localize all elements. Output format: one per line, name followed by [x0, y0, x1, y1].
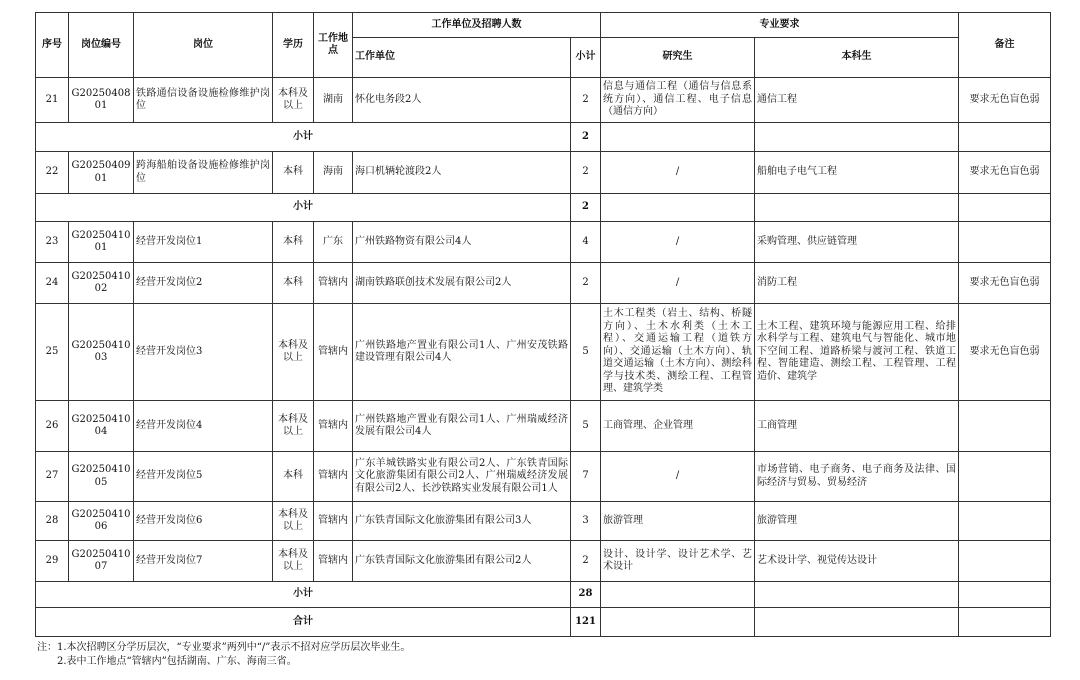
count-cell: 2	[571, 541, 601, 582]
education-cell: 本科及以上	[273, 541, 314, 582]
total-value: 121	[571, 608, 601, 637]
header-graduate: 研究生	[601, 38, 755, 78]
header-location: 工作地点	[314, 13, 353, 78]
table-row	[36, 452, 1051, 502]
position-cell: 经营开发岗位4	[134, 401, 273, 452]
unit-cell: 广东铁青国际文化旅游集团有限公司2人	[353, 541, 571, 582]
unit-cell: 海口机辆轮渡段2人	[353, 152, 571, 194]
count-cell: 2	[571, 78, 601, 123]
education-cell: 本科及以上	[273, 304, 314, 401]
table-row	[36, 304, 1051, 401]
subtotal-value: 28	[571, 582, 601, 608]
note-prefix: 注：	[37, 642, 57, 653]
remarks-cell: 要求无色盲色弱	[959, 263, 1051, 304]
undergraduate-major-cell: 采购管理、供应链管理	[755, 222, 959, 263]
subtotal-label: 小计	[36, 582, 571, 608]
total-row	[36, 608, 1051, 637]
education-cell: 本科	[273, 222, 314, 263]
unit-cell: 广东铁青国际文化旅游集团有限公司3人	[353, 502, 571, 541]
recruitment-table	[35, 12, 1051, 637]
unit-cell: 广州铁路地产置业有限公司1人、广州瑞威经济发展有限公司4人	[353, 401, 571, 452]
undergraduate-major-cell: 消防工程	[755, 263, 959, 304]
remarks-cell	[959, 401, 1051, 452]
subtotal-row	[36, 194, 1051, 222]
subtotal-value: 2	[571, 123, 601, 152]
empty-cell	[601, 608, 755, 637]
empty-cell	[959, 123, 1051, 152]
remarks-cell	[959, 502, 1051, 541]
location-cell: 广东	[314, 222, 353, 263]
undergraduate-major-cell: 工商管理	[755, 401, 959, 452]
graduate-major-cell: 土木工程类（岩土、结构、桥隧方向）、土木水利类（土木工程）、交通运输工程（道铁方向）、交通运输（土木方向）、轨道交通运输（土木方向）、测绘科学与技术类、测绘工程、工程管理、建筑学类	[601, 304, 755, 401]
code-cell: G2025041004	[69, 401, 134, 452]
location-cell: 管辖内	[314, 541, 353, 582]
note-line-1	[37, 641, 1037, 655]
education-cell: 本科及以上	[273, 401, 314, 452]
code-cell: G2025041001	[69, 222, 134, 263]
location-cell: 管辖内	[314, 263, 353, 304]
total-label: 合计	[36, 608, 571, 637]
remarks-cell	[959, 452, 1051, 502]
header-code: 岗位编号	[69, 13, 134, 78]
header-major-group: 专业要求	[601, 13, 959, 38]
empty-cell	[601, 582, 755, 608]
graduate-major-cell: /	[601, 452, 755, 502]
table-row	[36, 502, 1051, 541]
remarks-cell: 要求无色盲色弱	[959, 152, 1051, 194]
remarks-cell	[959, 541, 1051, 582]
undergraduate-major-cell: 船舶电子电气工程	[755, 152, 959, 194]
empty-cell	[755, 582, 959, 608]
header-seq: 序号	[36, 13, 69, 78]
remarks-cell: 要求无色盲色弱	[959, 304, 1051, 401]
undergraduate-major-cell: 艺术设计学、视觉传达设计	[755, 541, 959, 582]
header-undergraduate: 本科生	[755, 38, 959, 78]
unit-cell: 湖南铁路联创技术发展有限公司2人	[353, 263, 571, 304]
subtotal-row	[36, 582, 1051, 608]
note-line-2	[37, 655, 1037, 669]
seq-cell: 28	[36, 502, 69, 541]
seq-cell: 29	[36, 541, 69, 582]
header-education: 学历	[273, 13, 314, 78]
table-row	[36, 152, 1051, 194]
subtotal-label: 小计	[36, 123, 571, 152]
unit-cell: 广东羊城铁路实业有限公司2人、广东铁青国际文化旅游集团有限公司2人、广州瑞威经济发展有限公司2人、长沙铁路实业发展有限公司1人	[353, 452, 571, 502]
seq-cell: 23	[36, 222, 69, 263]
graduate-major-cell: 设计、设计学、设计艺术学、艺术设计	[601, 541, 755, 582]
table-notes	[37, 641, 1037, 669]
header-remarks: 备注	[959, 13, 1051, 78]
note-text-2: 2.表中工作地点“管辖内”包括湖南、广东、海南三省。	[57, 656, 297, 667]
empty-cell	[755, 123, 959, 152]
education-cell: 本科	[273, 263, 314, 304]
seq-cell: 25	[36, 304, 69, 401]
subtotal-row	[36, 123, 1051, 152]
undergraduate-major-cell: 通信工程	[755, 78, 959, 123]
subtotal-label: 小计	[36, 194, 571, 222]
unit-cell: 怀化电务段2人	[353, 78, 571, 123]
empty-cell	[959, 194, 1051, 222]
location-cell: 管辖内	[314, 304, 353, 401]
code-cell: G2025041005	[69, 452, 134, 502]
table-row	[36, 541, 1051, 582]
position-cell: 经营开发岗位2	[134, 263, 273, 304]
subtotal-value: 2	[571, 194, 601, 222]
undergraduate-major-cell: 市场营销、电子商务、电子商务及法律、国际经济与贸易、贸易经济	[755, 452, 959, 502]
education-cell: 本科及以上	[273, 502, 314, 541]
position-cell: 经营开发岗位6	[134, 502, 273, 541]
remarks-cell	[959, 222, 1051, 263]
position-cell: 经营开发岗位1	[134, 222, 273, 263]
location-cell: 湖南	[314, 78, 353, 123]
location-cell: 管辖内	[314, 401, 353, 452]
graduate-major-cell: /	[601, 152, 755, 194]
seq-cell: 27	[36, 452, 69, 502]
undergraduate-major-cell: 旅游管理	[755, 502, 959, 541]
seq-cell: 21	[36, 78, 69, 123]
table-row	[36, 222, 1051, 263]
header-row-top	[36, 13, 1051, 38]
location-cell: 管辖内	[314, 502, 353, 541]
empty-cell	[755, 608, 959, 637]
count-cell: 5	[571, 401, 601, 452]
education-cell: 本科	[273, 452, 314, 502]
position-cell: 跨海船舶设备设施检修维护岗位	[134, 152, 273, 194]
empty-cell	[601, 194, 755, 222]
unit-cell: 广州铁路物资有限公司4人	[353, 222, 571, 263]
header-unit-group: 工作单位及招聘人数	[353, 13, 601, 38]
graduate-major-cell: 信息与通信工程（通信与信息系统方向）、通信工程、电子信息（通信方向）	[601, 78, 755, 123]
count-cell: 2	[571, 152, 601, 194]
seq-cell: 24	[36, 263, 69, 304]
count-cell: 4	[571, 222, 601, 263]
education-cell: 本科及以上	[273, 78, 314, 123]
education-cell: 本科	[273, 152, 314, 194]
undergraduate-major-cell: 土木工程、建筑环境与能源应用工程、给排水科学与工程、建筑电气与智能化、城市地下空间工程、道路桥梁与渡河工程、铁道工程、智能建造、测绘工程、工程管理、工程造价、建筑学	[755, 304, 959, 401]
seq-cell: 22	[36, 152, 69, 194]
note-text-1: 1.本次招聘区分学历层次，“专业要求”两列中“/”表示不招对应学历层次毕业生。	[57, 642, 411, 653]
graduate-major-cell: 旅游管理	[601, 502, 755, 541]
empty-cell	[959, 608, 1051, 637]
position-cell: 经营开发岗位3	[134, 304, 273, 401]
graduate-major-cell: /	[601, 263, 755, 304]
unit-cell: 广州铁路地产置业有限公司1人、广州安茂铁路建设管理有限公司4人	[353, 304, 571, 401]
table-row	[36, 78, 1051, 123]
header-subtotal: 小计	[571, 38, 601, 78]
table-row	[36, 401, 1051, 452]
header-position: 岗位	[134, 13, 273, 78]
table-row	[36, 263, 1051, 304]
position-cell: 经营开发岗位5	[134, 452, 273, 502]
count-cell: 2	[571, 263, 601, 304]
code-cell: G2025041003	[69, 304, 134, 401]
count-cell: 5	[571, 304, 601, 401]
empty-cell	[959, 582, 1051, 608]
code-cell: G2025040801	[69, 78, 134, 123]
code-cell: G2025041006	[69, 502, 134, 541]
code-cell: G2025041002	[69, 263, 134, 304]
code-cell: G2025041007	[69, 541, 134, 582]
header-unit: 工作单位	[353, 38, 571, 78]
position-cell: 铁路通信设备设施检修维护岗位	[134, 78, 273, 123]
remarks-cell: 要求无色盲色弱	[959, 78, 1051, 123]
graduate-major-cell: /	[601, 222, 755, 263]
count-cell: 3	[571, 502, 601, 541]
position-cell: 经营开发岗位7	[134, 541, 273, 582]
code-cell: G2025040901	[69, 152, 134, 194]
location-cell: 管辖内	[314, 452, 353, 502]
seq-cell: 26	[36, 401, 69, 452]
empty-cell	[755, 194, 959, 222]
count-cell: 7	[571, 452, 601, 502]
empty-cell	[601, 123, 755, 152]
graduate-major-cell: 工商管理、企业管理	[601, 401, 755, 452]
location-cell: 海南	[314, 152, 353, 194]
